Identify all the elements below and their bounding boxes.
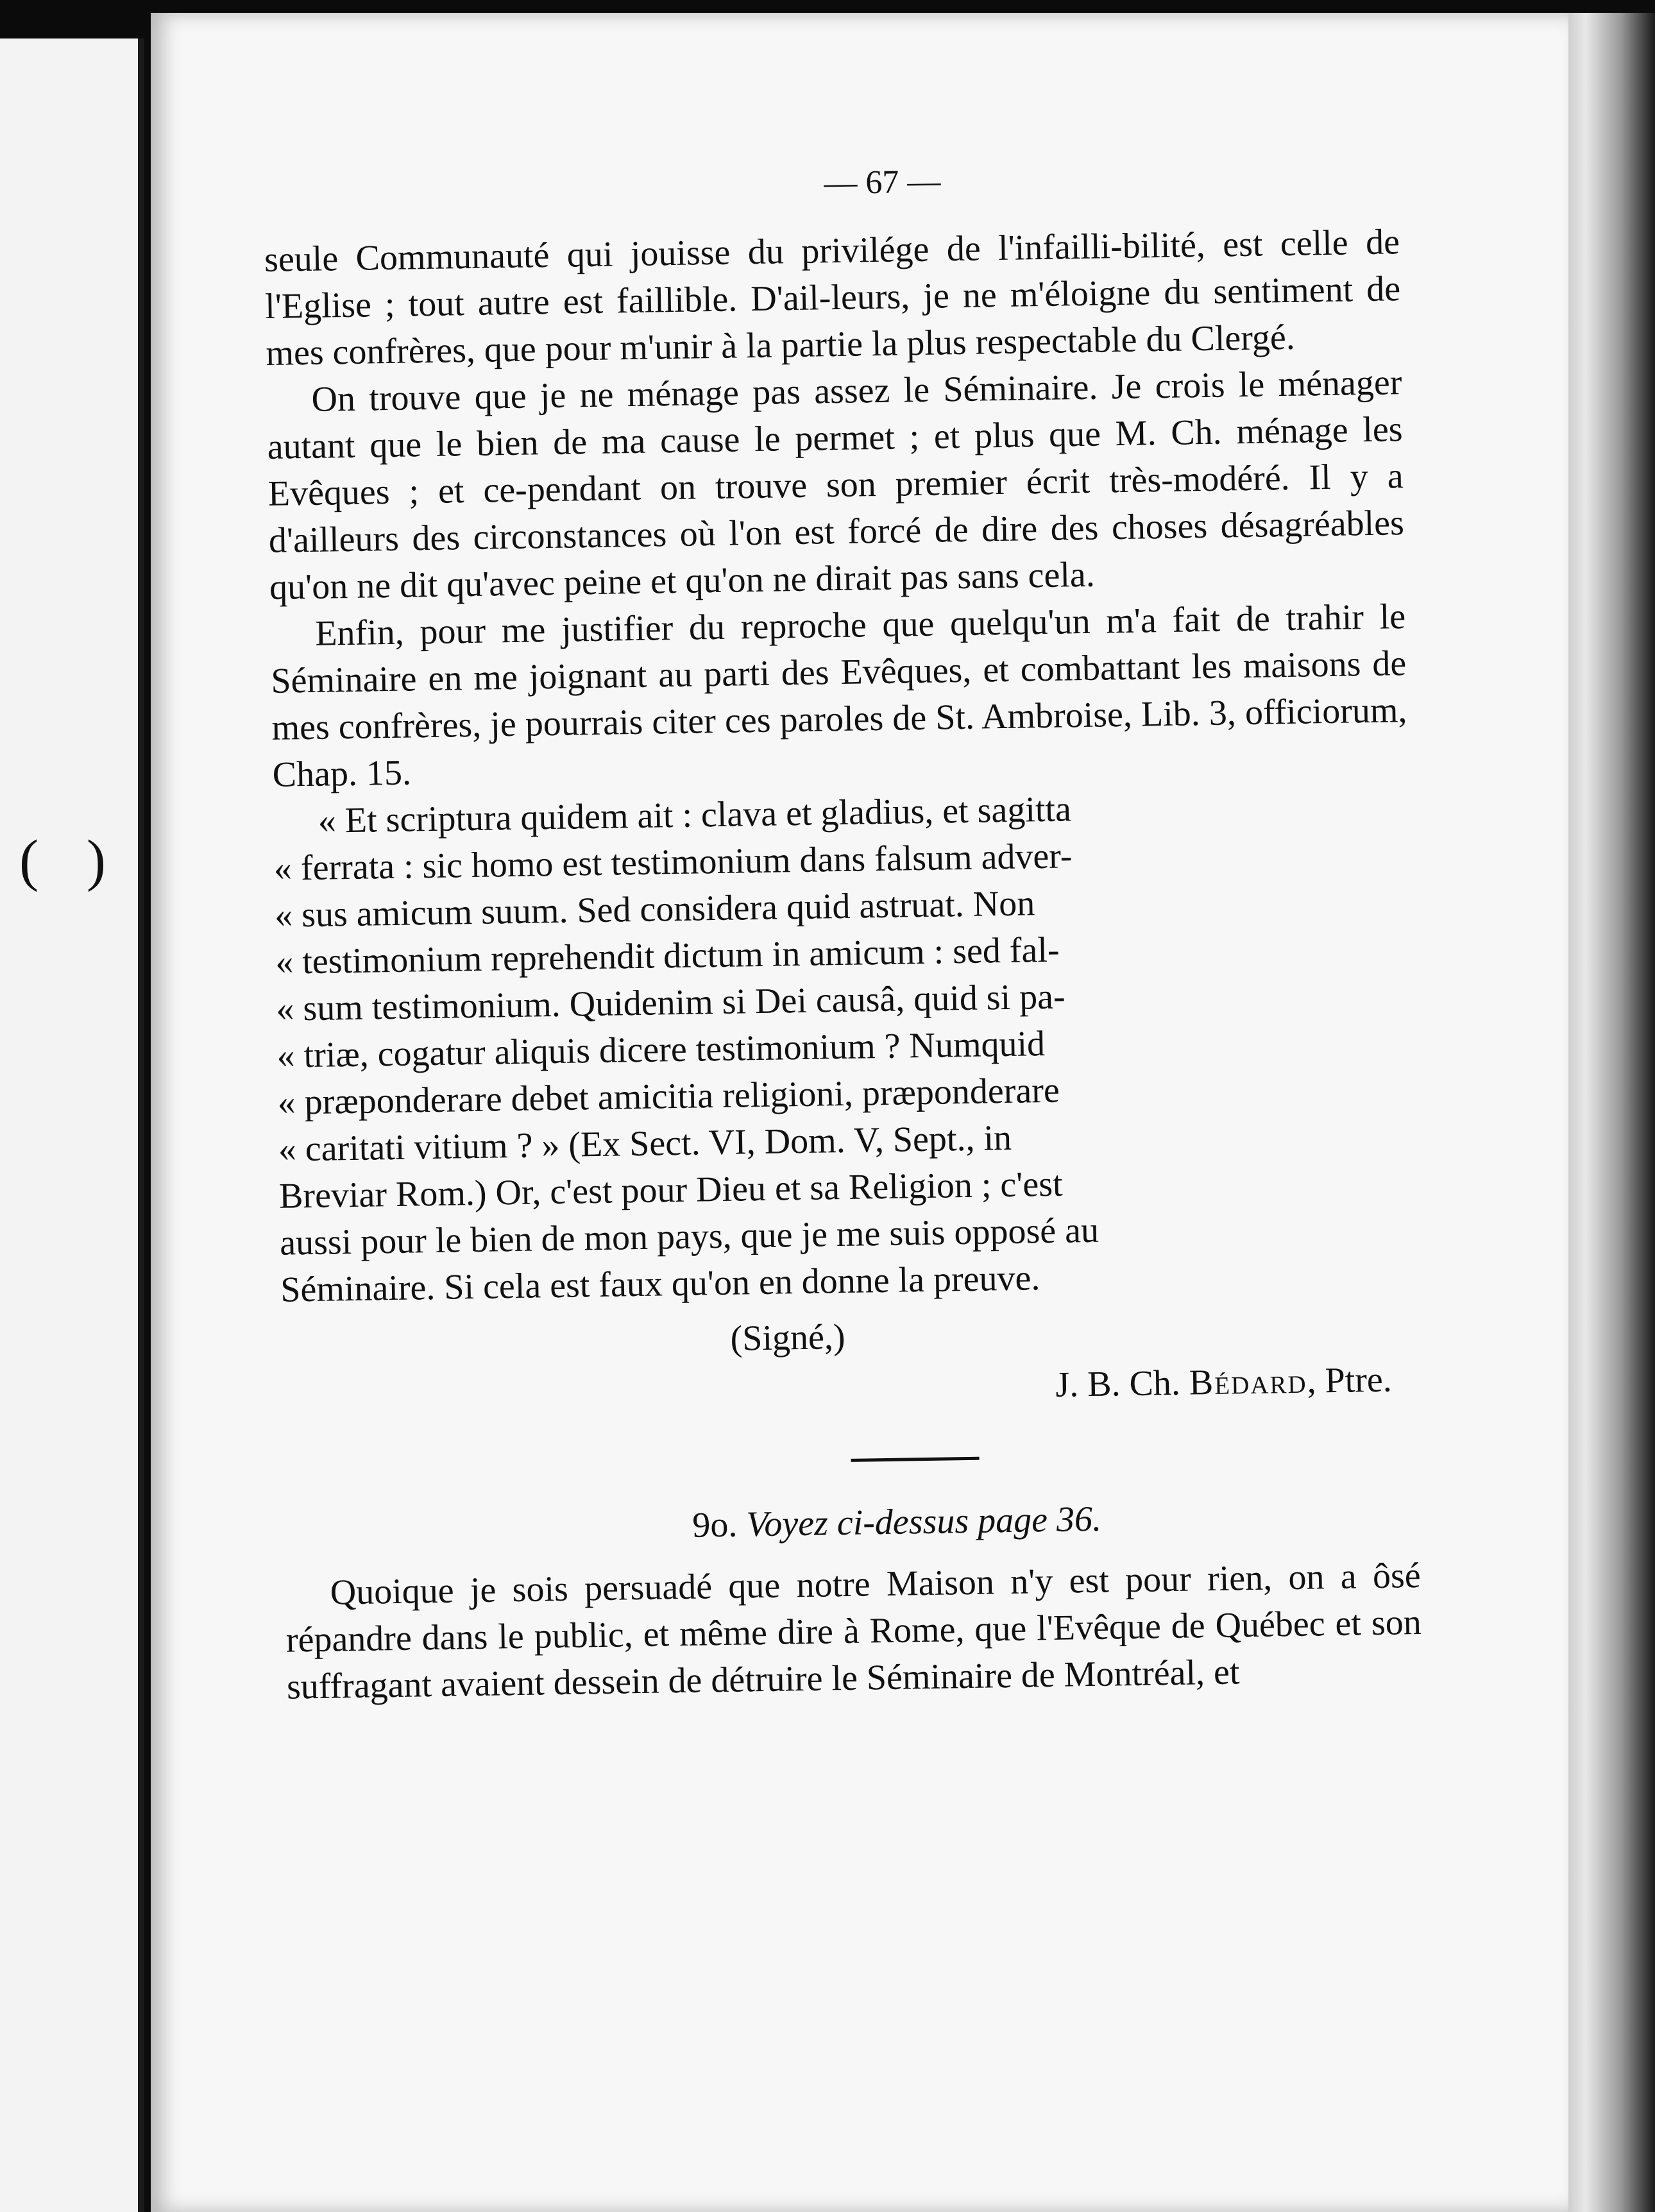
- signature-title: , Ptre.: [1307, 1359, 1393, 1401]
- page-number: — 67 —: [823, 163, 941, 202]
- latin-line: « testimonium reprehendit dictum in amicum : sed fal-: [275, 930, 1060, 982]
- latin-line: Séminaire. Si cela est faux qu'on en donne la preuve.: [280, 1258, 1040, 1310]
- signature-surname: Bédard: [1189, 1361, 1308, 1403]
- latin-line: « ferrata : sic homo est testimonium dans falsum adver-: [273, 836, 1073, 889]
- latin-line: aussi pour le bien de mon pays, que je me suis opposé au: [279, 1210, 1099, 1263]
- latin-line: « caritati vitium ? » (Ex Sect. VI, Dom. V, Sept., in: [278, 1118, 1012, 1170]
- page-edge-shadow: [1568, 13, 1655, 2212]
- signature-initials: J. B. Ch.: [1055, 1363, 1181, 1405]
- left-page-mark-open: (: [19, 829, 38, 892]
- section-heading: [284, 1492, 1420, 1554]
- latin-line: « sum testimonium. Quidenim si Dei causâ, quid si pa-: [275, 976, 1066, 1029]
- latin-quotation: [273, 781, 1416, 1314]
- latin-line: « triæ, cogatur aliquis dicere testimonium ? Numquid: [276, 1024, 1046, 1076]
- page-content: [263, 155, 1422, 1711]
- final-paragraph: Quoique je sois persuadé que notre Maison n'y est pour rien, on a ôsé répandre dans le public, et même dire à Rome, que l'Evêque de Québec et son suffragant avaient dessein de détruire le Séminaire de Montréal, et: [285, 1555, 1422, 1707]
- latin-line: « præponderare debet amicitia religioni, præponderare: [277, 1070, 1060, 1123]
- paragraph-3: Enfin, pour me justifier du reproche que quelqu'un m'a fait de trahir le Séminaire en me joignant au parti des Evêques, et combattant les maisons de mes confrères, je pourrais citer ces paroles de St. Ambroise, Lib. 3, officiorum, Chap. 15.: [270, 597, 1407, 795]
- latin-line: « sus amicum suum. Sed considera quid astruat. Non: [274, 883, 1035, 935]
- signed-note: (Signé,): [730, 1316, 845, 1359]
- section-reference: Voyez ci-dessus page 36.: [745, 1499, 1102, 1545]
- section-divider: [851, 1457, 980, 1462]
- left-page-mark-close: ): [87, 829, 106, 892]
- latin-line: « Et scriptura quidem ait : clava et gladius, et sagitta: [318, 789, 1072, 841]
- latin-line: Breviar Rom.) Or, c'est pour Dieu et sa Religion ; c'est: [278, 1164, 1064, 1216]
- section-number: 9o.: [692, 1504, 738, 1545]
- paragraph-1: seule Communauté qui jouisse du privilége de l'infailli-bilité, est celle de l'Eglise ; tout autre est faillible. D'ail-leurs, je ne m'éloigne du sentiment de mes confrères, que pour m'unir à la partie la plus respectable du Clergé.: [264, 222, 1401, 373]
- paragraph-2: On trouve que je ne ménage pas assez le Séminaire. Je crois le ménager autant que le bien de ma cause le permet ; et plus que M. Ch. ménage les Evêques ; et ce-pendant on trouve son premier écrit très-modéré. Il y a d'ailleurs des circonstances où l'on est forcé de dire des choses désagréables qu'on ne dit qu'avec peine et qu'on ne dirait pas sans cela.: [267, 362, 1405, 608]
- left-page-edge: [0, 38, 144, 2212]
